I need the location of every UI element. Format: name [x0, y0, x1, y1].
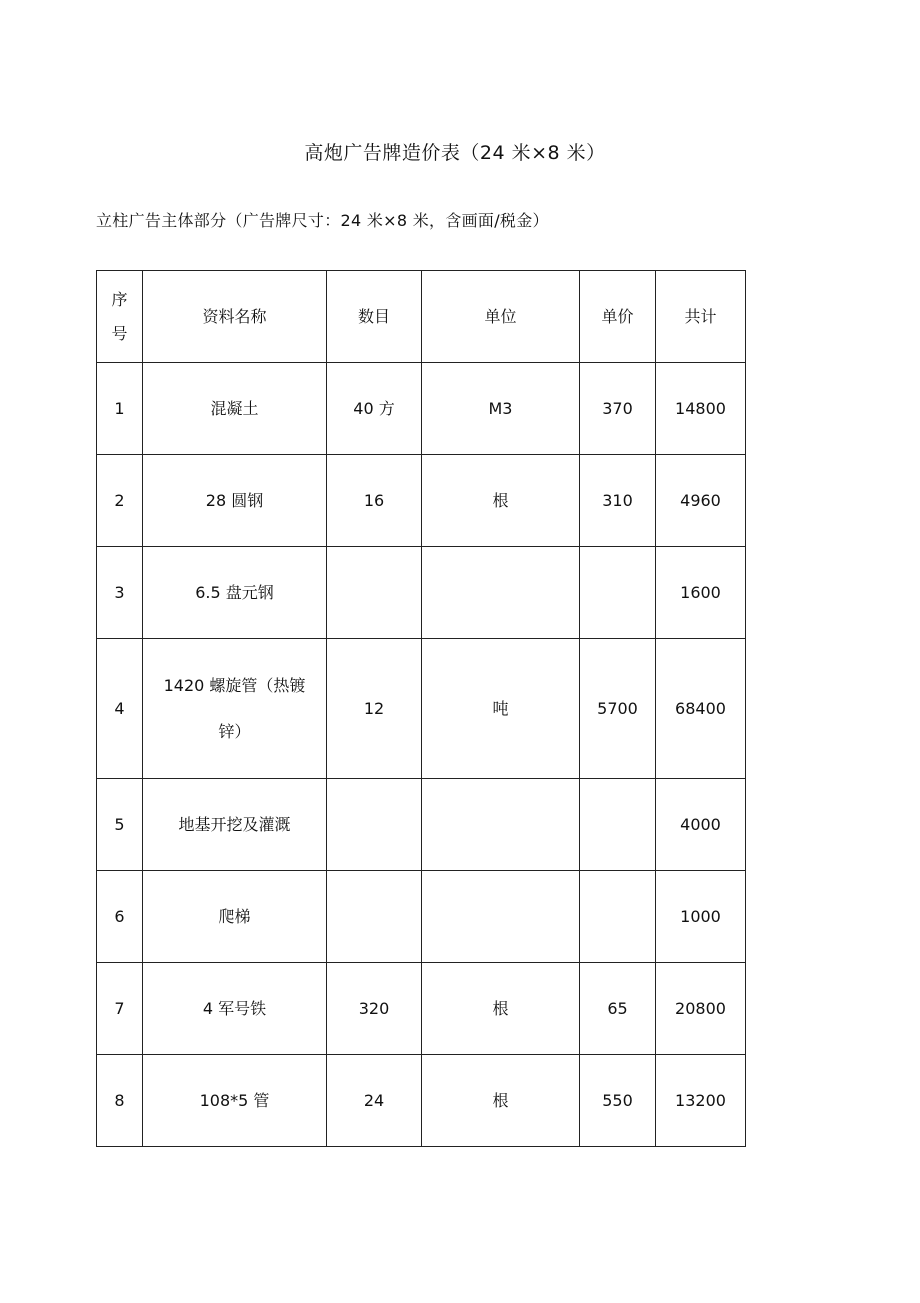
cell-price — [580, 547, 656, 639]
cell-quantity: 40 方 — [327, 363, 422, 455]
cell-quantity: 320 — [327, 963, 422, 1055]
cell-total: 1600 — [656, 547, 746, 639]
document-title: 高炮广告牌造价表（24 米×8 米） — [304, 142, 606, 164]
header-index — [97, 271, 143, 363]
header-index-line2: 号 — [111, 323, 128, 343]
cell-quantity — [327, 547, 422, 639]
table-row — [97, 547, 746, 639]
header-index-line1: 序 — [111, 289, 128, 309]
cell-total: 13200 — [656, 1055, 746, 1147]
cell-material: 1420 螺旋管（热镀锌） — [143, 639, 327, 779]
cell-price — [580, 779, 656, 871]
cell-unit — [422, 547, 580, 639]
cell-unit — [422, 871, 580, 963]
cell-total: 1000 — [656, 871, 746, 963]
cell-total: 14800 — [656, 363, 746, 455]
cell-price — [580, 871, 656, 963]
cell-material: 28 圆钢 — [143, 455, 327, 547]
header-total: 共计 — [656, 271, 746, 363]
cell-price: 550 — [580, 1055, 656, 1147]
cell-material: 108*5 管 — [143, 1055, 327, 1147]
cell-price: 5700 — [580, 639, 656, 779]
table-row — [97, 1055, 746, 1147]
table-row — [97, 963, 746, 1055]
cell-index: 1 — [97, 363, 143, 455]
header-unit: 单位 — [422, 271, 580, 363]
header-material: 资料名称 — [143, 271, 327, 363]
table-header-row — [97, 271, 746, 363]
cell-unit: 根 — [422, 1055, 580, 1147]
cell-quantity — [327, 779, 422, 871]
cell-total: 68400 — [656, 639, 746, 779]
cell-index: 5 — [97, 779, 143, 871]
table-row — [97, 363, 746, 455]
header-quantity: 数目 — [327, 271, 422, 363]
cell-quantity: 16 — [327, 455, 422, 547]
cell-unit: 吨 — [422, 639, 580, 779]
cell-quantity: 12 — [327, 639, 422, 779]
cell-total: 20800 — [656, 963, 746, 1055]
cell-index: 8 — [97, 1055, 143, 1147]
table-row — [97, 871, 746, 963]
cell-material: 地基开挖及灌溉 — [143, 779, 327, 871]
cell-unit — [422, 779, 580, 871]
cost-table — [96, 270, 746, 1147]
cell-index: 2 — [97, 455, 143, 547]
cell-unit: 根 — [422, 455, 580, 547]
cell-index: 6 — [97, 871, 143, 963]
cell-price: 65 — [580, 963, 656, 1055]
document-subtitle: 立柱广告主体部分（广告牌尺寸：24 米×8 米，含画面/税金） — [96, 211, 549, 230]
cell-total: 4000 — [656, 779, 746, 871]
table-row — [97, 639, 746, 779]
cell-price: 310 — [580, 455, 656, 547]
cell-quantity — [327, 871, 422, 963]
cell-total: 4960 — [656, 455, 746, 547]
cell-index: 7 — [97, 963, 143, 1055]
cell-unit: M3 — [422, 363, 580, 455]
cell-price: 370 — [580, 363, 656, 455]
header-price: 单价 — [580, 271, 656, 363]
cell-material: 混凝土 — [143, 363, 327, 455]
cell-material: 6.5 盘元钢 — [143, 547, 327, 639]
table-row — [97, 779, 746, 871]
cell-index: 3 — [97, 547, 143, 639]
table-row — [97, 455, 746, 547]
cell-material: 爬梯 — [143, 871, 327, 963]
cell-unit: 根 — [422, 963, 580, 1055]
cell-index: 4 — [97, 639, 143, 779]
cell-quantity: 24 — [327, 1055, 422, 1147]
cell-material: 4 军号铁 — [143, 963, 327, 1055]
